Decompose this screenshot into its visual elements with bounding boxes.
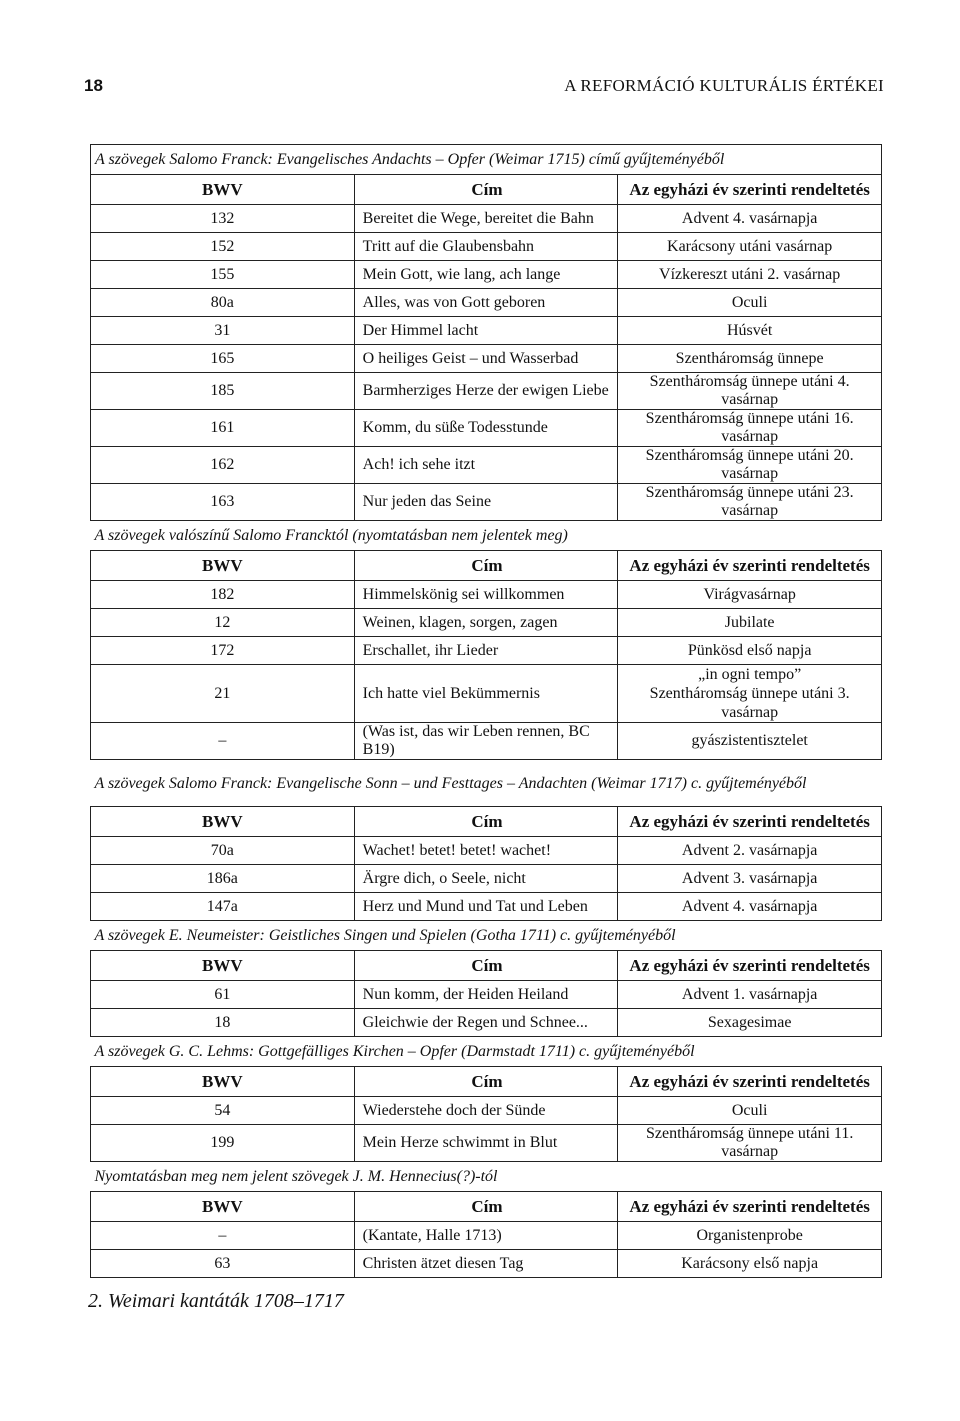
cantata-table (90, 144, 882, 1278)
usage-cell: Szentháromság ünnepe utáni 16. vasárnap (618, 410, 882, 447)
header-usage: Az egyházi év szerinti rendeltetés (618, 951, 882, 981)
header-title: Cím (354, 175, 618, 205)
usage-line: „in ogni tempo” (698, 666, 802, 683)
table-row (91, 261, 882, 289)
title-cell: Mein Herze schwimmt in Blut (354, 1125, 618, 1162)
usage-cell: gyászistentisztelet (618, 723, 882, 760)
section-caption-row (91, 921, 882, 951)
bwv-cell: 182 (91, 581, 355, 609)
table-row (91, 205, 882, 233)
table-row (91, 1009, 882, 1037)
header-usage: Az egyházi év szerinti rendeltetés (618, 551, 882, 581)
header-bwv: BWV (91, 551, 355, 581)
title-cell: Alles, was von Gott geboren (354, 289, 618, 317)
header-usage: Az egyházi év szerinti rendeltetés (618, 807, 882, 837)
section-caption: A szövegek valószínű Salomo Francktól (nyomtatásban nem jelentek meg) (94, 527, 568, 544)
usage-cell: Jubilate (618, 609, 882, 637)
section-caption-row (91, 1037, 882, 1067)
usage-cell: Organistenprobe (618, 1222, 882, 1250)
table-row (91, 581, 882, 609)
table-row (91, 1222, 882, 1250)
title-cell: Ach! ich sehe itzt (354, 447, 618, 484)
bwv-cell: 185 (91, 373, 355, 410)
bwv-cell: 155 (91, 261, 355, 289)
usage-cell: Virágvasárnap (618, 581, 882, 609)
usage-cell: Vízkereszt utáni 2. vasárnap (618, 261, 882, 289)
running-title: A REFORMÁCIÓ KULTURÁLIS ÉRTÉKEI (564, 76, 884, 95)
usage-cell: Sexagesimae (618, 1009, 882, 1037)
table-row (91, 345, 882, 373)
bwv-cell: 31 (91, 317, 355, 345)
header-usage: Az egyházi év szerinti rendeltetés (618, 175, 882, 205)
bwv-cell: 162 (91, 447, 355, 484)
column-header-row (91, 807, 882, 837)
page-header (84, 76, 884, 104)
title-cell: Nur jeden das Seine (354, 484, 618, 521)
usage-line: Szentháromság ünnepe utáni 3. vasárnap (649, 685, 850, 721)
table-row (91, 410, 882, 447)
section-caption-row (91, 145, 882, 175)
usage-cell: Pünkösd első napja (618, 637, 882, 665)
page-number: 18 (84, 76, 103, 95)
column-header-row (91, 551, 882, 581)
bwv-cell: 70a (91, 837, 355, 865)
usage-cell: Szentháromság ünnepe utáni 20. vasárnap (618, 447, 882, 484)
table-row (91, 837, 882, 865)
section-caption-row (91, 760, 882, 807)
table-row (91, 1125, 882, 1162)
bwv-cell: 186a (91, 865, 355, 893)
title-cell: Wiederstehe doch der Sünde (354, 1097, 618, 1125)
table-row (91, 665, 882, 723)
title-cell: (Was ist, das wir Leben rennen, BC B19) (354, 723, 618, 760)
table-row (91, 289, 882, 317)
bwv-cell: 80a (91, 289, 355, 317)
header-bwv: BWV (91, 1192, 355, 1222)
title-cell: Ich hatte viel Bekümmernis (354, 665, 618, 723)
title-cell: Gleichwie der Regen und Schnee... (354, 1009, 618, 1037)
column-header-row (91, 951, 882, 981)
title-cell: Himmelskönig sei willkommen (354, 581, 618, 609)
header-title: Cím (354, 951, 618, 981)
usage-cell (618, 665, 882, 723)
title-cell: Herz und Mund und Tat und Leben (354, 893, 618, 921)
header-usage: Az egyházi év szerinti rendeltetés (618, 1067, 882, 1097)
section-caption: A szövegek G. C. Lehms: Gottgefälliges Kirchen – Opfer (Darmstadt 1711) c. gyűjteményéből (94, 1043, 695, 1060)
title-cell: Nun komm, der Heiden Heiland (354, 981, 618, 1009)
bwv-cell: 18 (91, 1009, 355, 1037)
usage-cell: Karácsony utáni vasárnap (618, 233, 882, 261)
section-caption: A szövegek Salomo Franck: Evangelische Sonn – und Festtages – Andachten (Weimar 1717) c. gyűjteményéből (94, 774, 807, 792)
usage-cell: Advent 2. vasárnapja (618, 837, 882, 865)
column-header-row (91, 1192, 882, 1222)
title-cell: Wachet! betet! betet! wachet! (354, 837, 618, 865)
usage-cell: Advent 1. vasárnapja (618, 981, 882, 1009)
bwv-cell: 163 (91, 484, 355, 521)
header-bwv: BWV (91, 1067, 355, 1097)
usage-cell: Advent 3. vasárnapja (618, 865, 882, 893)
table-row (91, 233, 882, 261)
usage-cell: Oculi (618, 1097, 882, 1125)
header-title: Cím (354, 1067, 618, 1097)
title-cell: Tritt auf die Glaubensbahn (354, 233, 618, 261)
bwv-cell: 12 (91, 609, 355, 637)
column-header-row (91, 1067, 882, 1097)
section-caption: Nyomtatásban meg nem jelent szövegek J. M. Hennecius(?)-tól (94, 1168, 498, 1185)
usage-cell: Advent 4. vasárnapja (618, 893, 882, 921)
usage-cell: Karácsony első napja (618, 1250, 882, 1278)
bwv-cell: 21 (91, 665, 355, 723)
title-cell: Ärgre dich, o Seele, nicht (354, 865, 618, 893)
section-caption: A szövegek Salomo Franck: Evangelisches Andachts – Opfer (Weimar 1715) című gyűjteményéből (91, 145, 882, 175)
usage-cell: Szentháromság ünnepe utáni 4. vasárnap (618, 373, 882, 410)
table-row (91, 723, 882, 760)
header-bwv: BWV (91, 951, 355, 981)
table-row (91, 1250, 882, 1278)
bwv-cell: 172 (91, 637, 355, 665)
section-caption-row (91, 1162, 882, 1192)
header-bwv: BWV (91, 807, 355, 837)
bwv-cell: 61 (91, 981, 355, 1009)
title-cell: Barmherziges Herze der ewigen Liebe (354, 373, 618, 410)
table-row (91, 865, 882, 893)
title-cell: Komm, du süße Todesstunde (354, 410, 618, 447)
bwv-cell: 132 (91, 205, 355, 233)
section-caption: A szövegek E. Neumeister: Geistliches Singen und Spielen (Gotha 1711) c. gyűjteményéből (94, 927, 676, 944)
header-bwv: BWV (91, 175, 355, 205)
table-row (91, 893, 882, 921)
title-cell: O heiliges Geist – und Wasserbad (354, 345, 618, 373)
title-cell: Christen ätzet diesen Tag (354, 1250, 618, 1278)
title-cell: Der Himmel lacht (354, 317, 618, 345)
bwv-cell: – (91, 723, 355, 760)
bwv-cell: – (91, 1222, 355, 1250)
table-row (91, 373, 882, 410)
table-row (91, 981, 882, 1009)
cantata-table-body (91, 145, 882, 1278)
usage-cell: Szentháromság ünnepe (618, 345, 882, 373)
usage-cell: Oculi (618, 289, 882, 317)
header-title: Cím (354, 551, 618, 581)
title-cell: Bereitet die Wege, bereitet die Bahn (354, 205, 618, 233)
bwv-cell: 147a (91, 893, 355, 921)
header-title: Cím (354, 1192, 618, 1222)
table-row (91, 447, 882, 484)
usage-cell: Advent 4. vasárnapja (618, 205, 882, 233)
table-row (91, 637, 882, 665)
bwv-cell: 199 (91, 1125, 355, 1162)
bwv-cell: 165 (91, 345, 355, 373)
title-cell: (Kantate, Halle 1713) (354, 1222, 618, 1250)
title-cell: Erschallet, ihr Lieder (354, 637, 618, 665)
header-usage: Az egyházi év szerinti rendeltetés (618, 1192, 882, 1222)
header-title: Cím (354, 807, 618, 837)
table-row (91, 317, 882, 345)
section-heading: 2. Weimari kantáták 1708–1717 (88, 1290, 344, 1312)
bwv-cell: 152 (91, 233, 355, 261)
title-cell: Mein Gott, wie lang, ach lange (354, 261, 618, 289)
bwv-cell: 161 (91, 410, 355, 447)
usage-cell: Húsvét (618, 317, 882, 345)
usage-cell: Szentháromság ünnepe utáni 11. vasárnap (618, 1125, 882, 1162)
title-cell: Weinen, klagen, sorgen, zagen (354, 609, 618, 637)
table-row (91, 1097, 882, 1125)
column-header-row (91, 175, 882, 205)
bwv-cell: 54 (91, 1097, 355, 1125)
usage-cell: Szentháromság ünnepe utáni 23. vasárnap (618, 484, 882, 521)
table-row (91, 609, 882, 637)
bwv-cell: 63 (91, 1250, 355, 1278)
table-row (91, 484, 882, 521)
section-caption-row (91, 521, 882, 551)
